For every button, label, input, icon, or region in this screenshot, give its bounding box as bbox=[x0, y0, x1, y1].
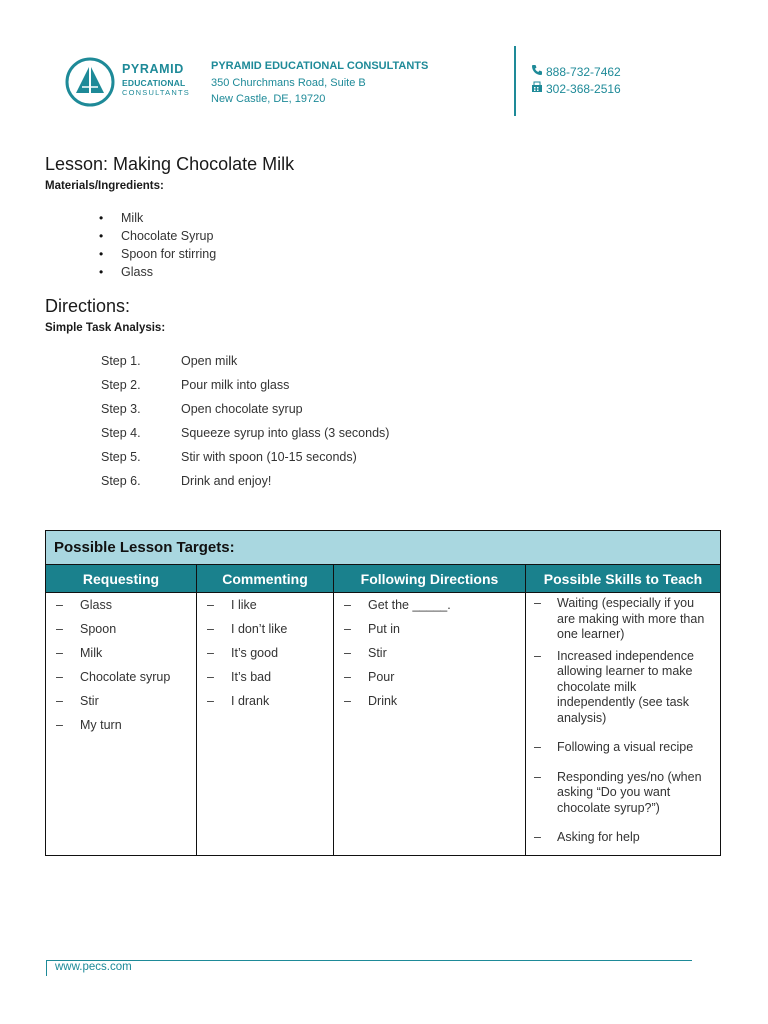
following-directions-column bbox=[334, 593, 526, 856]
column-header-commenting: Commenting bbox=[197, 565, 334, 592]
lesson-targets-table bbox=[45, 530, 721, 856]
list-item: • Spoon for stirring bbox=[99, 245, 216, 263]
targets-title: Possible Lesson Targets: bbox=[46, 531, 720, 565]
lesson-title: Lesson: Making Chocolate Milk bbox=[45, 154, 295, 174]
list-item: – Put in bbox=[334, 620, 525, 638]
column-header-requesting: Requesting bbox=[46, 565, 197, 592]
step-text: Drink and enjoy! bbox=[181, 474, 272, 488]
step-number: Step 2. bbox=[101, 378, 141, 392]
fax-row bbox=[531, 81, 621, 98]
contact-numbers bbox=[531, 64, 621, 97]
pyramid-logo-icon bbox=[64, 56, 116, 108]
logo-word-consultants: CONSULTANTS bbox=[122, 88, 190, 97]
list-item: – I like bbox=[197, 596, 333, 614]
list-item: • Glass bbox=[99, 263, 216, 281]
step-text: Squeeze syrup into glass (3 seconds) bbox=[181, 426, 390, 440]
step-number: Step 3. bbox=[101, 402, 141, 416]
step-number: Step 5. bbox=[101, 450, 141, 464]
phone-icon bbox=[531, 64, 543, 81]
step-text: Stir with spoon (10-15 seconds) bbox=[181, 450, 357, 464]
company-address-block bbox=[211, 58, 428, 108]
logo-text bbox=[122, 63, 190, 97]
list-item: – It’s good bbox=[197, 644, 333, 662]
step-row bbox=[101, 448, 389, 472]
list-item: – Milk bbox=[46, 644, 196, 662]
list-item: – Stir bbox=[334, 644, 525, 662]
commenting-column bbox=[197, 593, 334, 856]
task-analysis-label: Simple Task Analysis: bbox=[45, 322, 166, 334]
requesting-column bbox=[46, 593, 197, 856]
footer-divider-tick bbox=[46, 960, 47, 976]
table-header-row bbox=[46, 565, 720, 593]
table-body-row bbox=[46, 593, 720, 856]
column-header-following-directions: Following Directions bbox=[334, 565, 526, 592]
list-item: – I don’t like bbox=[197, 620, 333, 638]
list-item: – It’s bad bbox=[197, 668, 333, 686]
list-item: – Spoon bbox=[46, 620, 196, 638]
list-item: – My turn bbox=[46, 716, 196, 734]
list-item: – I drank bbox=[197, 692, 333, 710]
skills-column bbox=[526, 593, 720, 856]
materials-label: Materials/Ingredients: bbox=[45, 180, 164, 192]
list-item: – Waiting (especially if you are making with more than one learner) bbox=[526, 596, 720, 643]
header-divider bbox=[514, 46, 516, 116]
steps-list bbox=[101, 352, 389, 496]
list-item: – Responding yes/no (when asking “Do you want chocolate syrup?”) bbox=[526, 770, 720, 817]
list-item: • Milk bbox=[99, 209, 216, 227]
list-item: – Following a visual recipe bbox=[526, 740, 720, 756]
fax-number: 302-368-2516 bbox=[546, 81, 621, 96]
step-text: Open milk bbox=[181, 354, 238, 368]
list-item: • Chocolate Syrup bbox=[99, 227, 216, 245]
step-row bbox=[101, 424, 389, 448]
directions-title: Directions: bbox=[45, 296, 131, 316]
footer-divider bbox=[46, 960, 692, 961]
list-item: – Glass bbox=[46, 596, 196, 614]
list-item: – Get the _____. bbox=[334, 596, 525, 614]
list-item: – Asking for help bbox=[526, 830, 720, 846]
list-item: – Pour bbox=[334, 668, 525, 686]
step-row bbox=[101, 400, 389, 424]
column-header-skills: Possible Skills to Teach bbox=[543, 570, 703, 587]
step-row bbox=[101, 352, 389, 376]
step-row bbox=[101, 472, 389, 496]
address-line-1: 350 Churchmans Road, Suite B bbox=[211, 76, 366, 89]
address-line-2: New Castle, DE, 19720 bbox=[211, 93, 326, 105]
footer-website-link[interactable]: www.pecs.com bbox=[55, 961, 132, 973]
company-name: PYRAMID EDUCATIONAL CONSULTANTS bbox=[211, 60, 429, 72]
logo-word-educational: EDUCATIONAL bbox=[122, 77, 186, 88]
phone-number: 888-732-7462 bbox=[546, 65, 621, 79]
step-text: Open chocolate syrup bbox=[181, 402, 303, 416]
step-text: Pour milk into glass bbox=[181, 378, 290, 392]
list-item: – Increased independence allowing learner to make chocolate milk independently (see task analysis) bbox=[526, 649, 720, 727]
step-number: Step 6. bbox=[101, 474, 141, 488]
list-item: – Stir bbox=[46, 692, 196, 710]
logo-word-pyramid: PYRAMID bbox=[122, 62, 184, 76]
list-item: – Drink bbox=[334, 692, 525, 710]
step-number: Step 1. bbox=[101, 354, 141, 368]
phone-row bbox=[531, 64, 621, 81]
list-item: – Chocolate syrup bbox=[46, 668, 196, 686]
materials-list bbox=[99, 209, 216, 281]
step-number: Step 4. bbox=[101, 426, 141, 440]
step-row bbox=[101, 376, 389, 400]
fax-icon bbox=[531, 81, 543, 98]
